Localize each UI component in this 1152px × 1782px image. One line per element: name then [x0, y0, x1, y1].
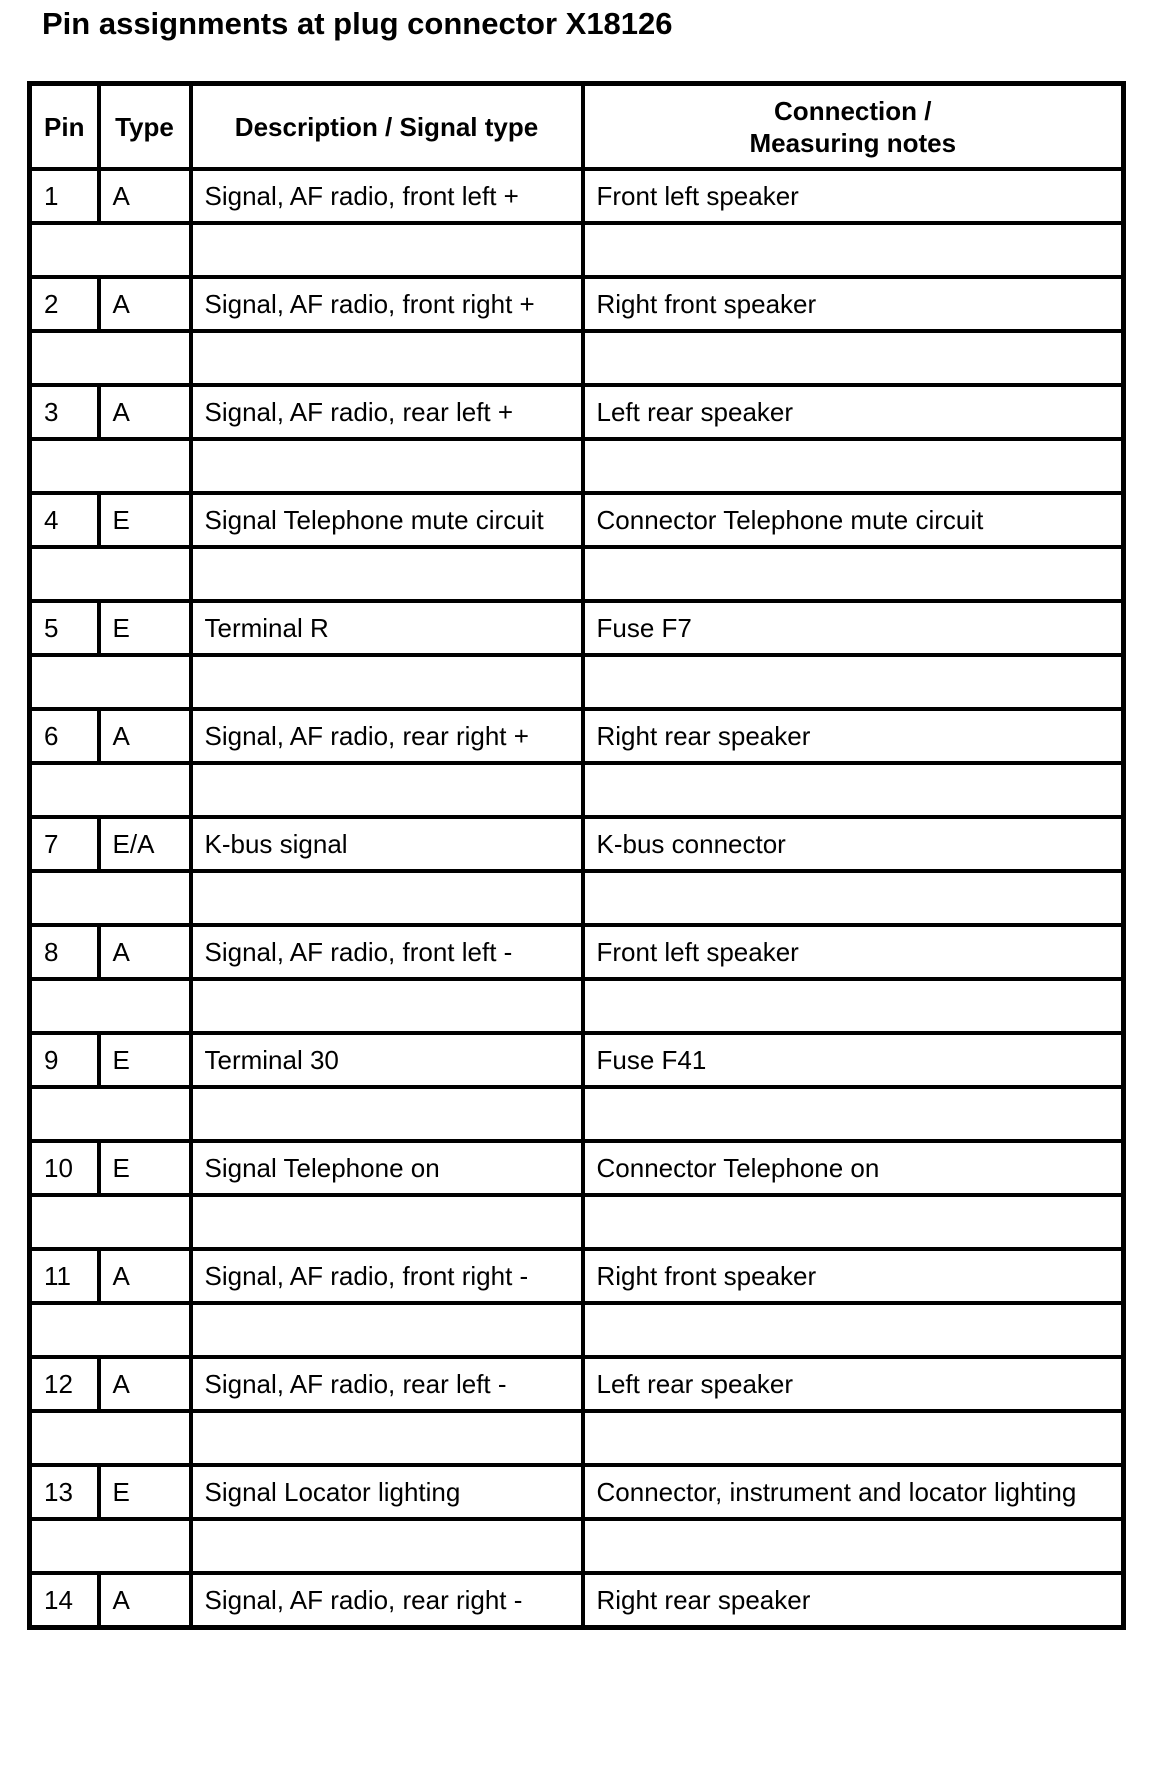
cell-type: A — [99, 1573, 191, 1628]
spacer-cell-connection — [583, 1519, 1124, 1573]
cell-pin: 10 — [30, 1141, 99, 1195]
spacer-row — [30, 1303, 1124, 1357]
cell-description: Signal Locator lighting — [191, 1465, 583, 1519]
cell-connection: Left rear speaker — [583, 1357, 1124, 1411]
spacer-cell-pin-type — [30, 1303, 191, 1357]
cell-connection: Fuse F41 — [583, 1033, 1124, 1087]
cell-description: K-bus signal — [191, 817, 583, 871]
spacer-cell-pin-type — [30, 1087, 191, 1141]
cell-type: A — [99, 169, 191, 223]
table-row — [30, 1141, 1124, 1195]
spacer-cell-connection — [583, 1195, 1124, 1249]
spacer-row — [30, 439, 1124, 493]
cell-connection: Right rear speaker — [583, 1573, 1124, 1628]
table-row — [30, 1033, 1124, 1087]
spacer-cell-description — [191, 331, 583, 385]
column-header-description: Description / Signal type — [191, 84, 583, 170]
spacer-cell-pin-type — [30, 547, 191, 601]
cell-description: Signal, AF radio, rear left - — [191, 1357, 583, 1411]
spacer-cell-connection — [583, 871, 1124, 925]
cell-description: Signal, AF radio, rear right - — [191, 1573, 583, 1628]
spacer-row — [30, 331, 1124, 385]
cell-pin: 14 — [30, 1573, 99, 1628]
spacer-cell-description — [191, 439, 583, 493]
spacer-cell-connection — [583, 547, 1124, 601]
spacer-row — [30, 223, 1124, 277]
cell-pin: 5 — [30, 601, 99, 655]
cell-description: Signal, AF radio, front right - — [191, 1249, 583, 1303]
column-header-type: Type — [99, 84, 191, 170]
spacer-cell-connection — [583, 655, 1124, 709]
spacer-row — [30, 547, 1124, 601]
cell-connection: Front left speaker — [583, 925, 1124, 979]
cell-description: Signal Telephone on — [191, 1141, 583, 1195]
spacer-row — [30, 1195, 1124, 1249]
cell-connection: Right rear speaker — [583, 709, 1124, 763]
cell-connection: Right front speaker — [583, 1249, 1124, 1303]
spacer-cell-description — [191, 1303, 583, 1357]
cell-connection: Fuse F7 — [583, 601, 1124, 655]
cell-description: Signal Telephone mute circuit — [191, 493, 583, 547]
table-row — [30, 1465, 1124, 1519]
spacer-cell-connection — [583, 439, 1124, 493]
cell-description: Signal, AF radio, front left - — [191, 925, 583, 979]
cell-pin: 1 — [30, 169, 99, 223]
cell-connection: Front left speaker — [583, 169, 1124, 223]
spacer-cell-connection — [583, 763, 1124, 817]
table-row — [30, 709, 1124, 763]
table-row — [30, 1573, 1124, 1628]
cell-pin: 9 — [30, 1033, 99, 1087]
cell-type: E — [99, 1465, 191, 1519]
table-row — [30, 169, 1124, 223]
cell-connection: Left rear speaker — [583, 385, 1124, 439]
spacer-cell-pin-type — [30, 655, 191, 709]
cell-type: A — [99, 277, 191, 331]
spacer-cell-connection — [583, 1087, 1124, 1141]
spacer-cell-pin-type — [30, 1411, 191, 1465]
spacer-row — [30, 979, 1124, 1033]
cell-type: E — [99, 493, 191, 547]
cell-type: A — [99, 925, 191, 979]
cell-connection: Connector Telephone mute circuit — [583, 493, 1124, 547]
cell-pin: 3 — [30, 385, 99, 439]
cell-connection: Connector, instrument and locator lighting — [583, 1465, 1124, 1519]
spacer-cell-pin-type — [30, 1195, 191, 1249]
spacer-cell-description — [191, 1195, 583, 1249]
cell-description: Terminal 30 — [191, 1033, 583, 1087]
cell-pin: 2 — [30, 277, 99, 331]
cell-pin: 8 — [30, 925, 99, 979]
cell-connection: Right front speaker — [583, 277, 1124, 331]
spacer-cell-pin-type — [30, 763, 191, 817]
page-title: Pin assignments at plug connector X18126 — [42, 6, 673, 41]
table-row — [30, 385, 1124, 439]
table-row — [30, 493, 1124, 547]
spacer-row — [30, 1411, 1124, 1465]
spacer-cell-description — [191, 1411, 583, 1465]
cell-connection: K-bus connector — [583, 817, 1124, 871]
spacer-cell-description — [191, 1087, 583, 1141]
cell-type: E — [99, 1141, 191, 1195]
spacer-cell-pin-type — [30, 223, 191, 277]
spacer-cell-pin-type — [30, 979, 191, 1033]
cell-pin: 6 — [30, 709, 99, 763]
table-row — [30, 1357, 1124, 1411]
spacer-row — [30, 1519, 1124, 1573]
cell-type: A — [99, 1249, 191, 1303]
column-header-pin: Pin — [30, 84, 99, 170]
spacer-cell-description — [191, 763, 583, 817]
spacer-row — [30, 1087, 1124, 1141]
spacer-cell-pin-type — [30, 1519, 191, 1573]
spacer-cell-description — [191, 223, 583, 277]
cell-type: A — [99, 385, 191, 439]
spacer-cell-connection — [583, 1303, 1124, 1357]
spacer-cell-description — [191, 655, 583, 709]
cell-pin: 11 — [30, 1249, 99, 1303]
table-header-row — [30, 84, 1124, 170]
cell-description: Signal, AF radio, rear left + — [191, 385, 583, 439]
cell-pin: 4 — [30, 493, 99, 547]
spacer-cell-connection — [583, 979, 1124, 1033]
cell-description: Terminal R — [191, 601, 583, 655]
cell-type: E/A — [99, 817, 191, 871]
spacer-cell-pin-type — [30, 439, 191, 493]
spacer-cell-pin-type — [30, 331, 191, 385]
cell-pin: 13 — [30, 1465, 99, 1519]
cell-description: Signal, AF radio, front left + — [191, 169, 583, 223]
pin-assignment-table — [27, 81, 1126, 1630]
cell-pin: 7 — [30, 817, 99, 871]
spacer-cell-connection — [583, 1411, 1124, 1465]
spacer-cell-connection — [583, 331, 1124, 385]
column-header-connection-line2: Measuring notes — [749, 127, 957, 158]
spacer-row — [30, 763, 1124, 817]
table-row — [30, 817, 1124, 871]
spacer-row — [30, 655, 1124, 709]
spacer-row — [30, 871, 1124, 925]
spacer-cell-description — [191, 1519, 583, 1573]
cell-pin: 12 — [30, 1357, 99, 1411]
column-header-connection-line1: Connection / — [774, 95, 932, 126]
column-header-connection — [583, 84, 1124, 170]
table-row — [30, 277, 1124, 331]
cell-type: A — [99, 709, 191, 763]
cell-description: Signal, AF radio, front right + — [191, 277, 583, 331]
cell-description: Signal, AF radio, rear right + — [191, 709, 583, 763]
table-row — [30, 601, 1124, 655]
spacer-cell-description — [191, 979, 583, 1033]
spacer-cell-connection — [583, 223, 1124, 277]
cell-connection: Connector Telephone on — [583, 1141, 1124, 1195]
table-row — [30, 925, 1124, 979]
table-body — [30, 169, 1124, 1628]
cell-type: A — [99, 1357, 191, 1411]
cell-type: E — [99, 601, 191, 655]
cell-type: E — [99, 1033, 191, 1087]
table-row — [30, 1249, 1124, 1303]
spacer-cell-pin-type — [30, 871, 191, 925]
spacer-cell-description — [191, 547, 583, 601]
spacer-cell-description — [191, 871, 583, 925]
